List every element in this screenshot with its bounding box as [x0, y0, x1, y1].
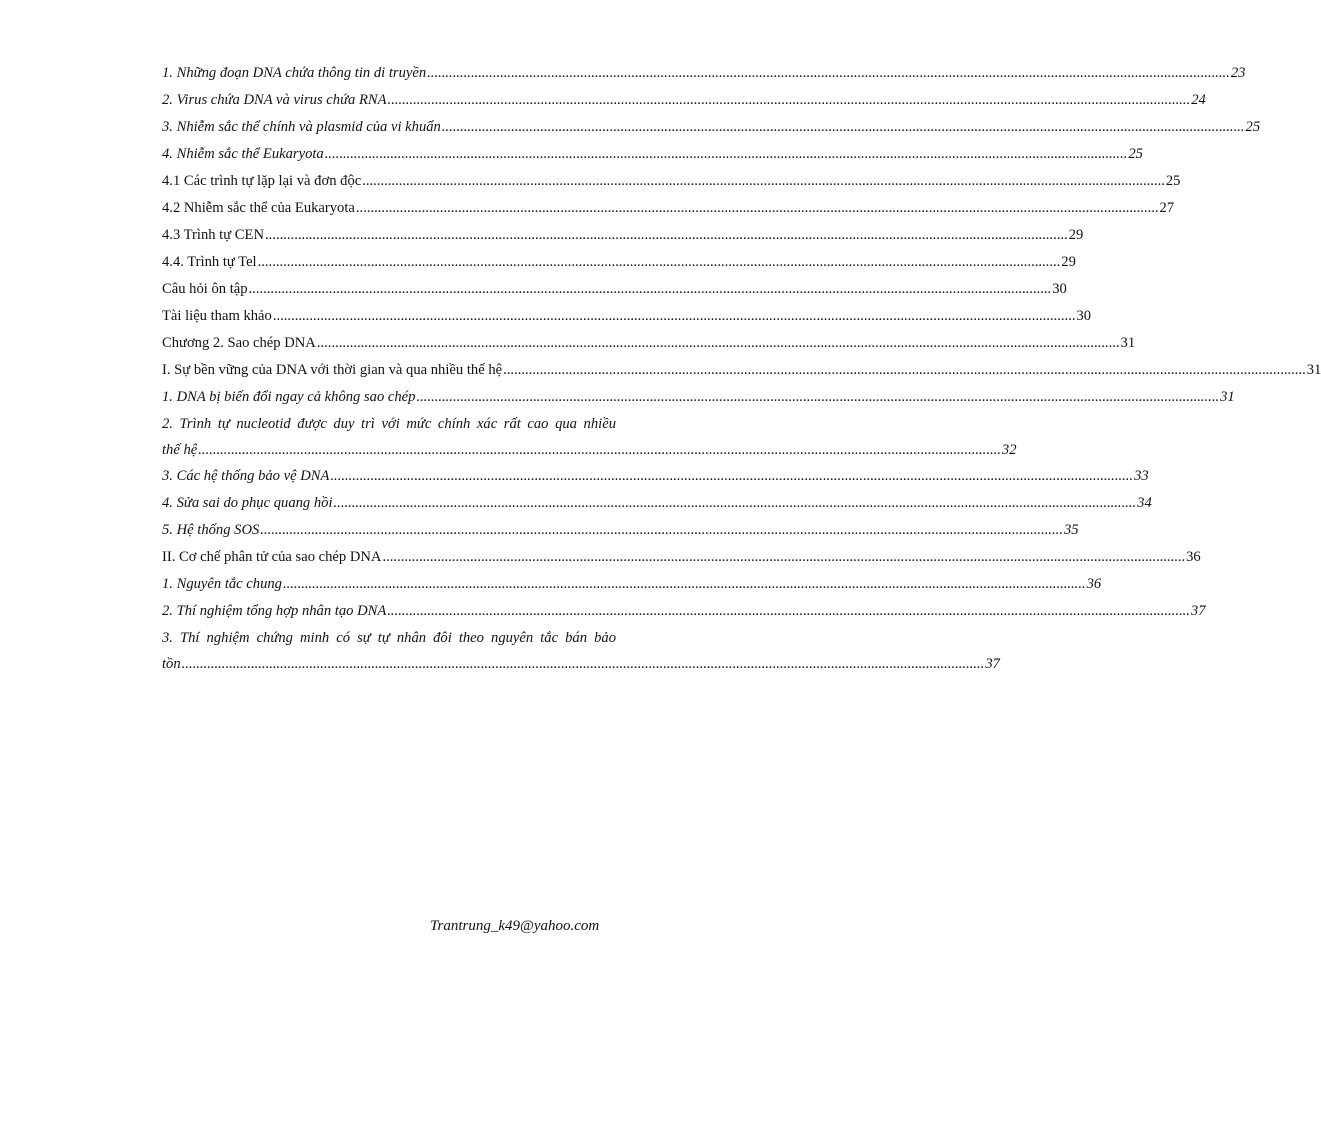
toc-leader-dots: ............................................................................................................................................................................................................................ [265, 227, 1068, 243]
toc-leader-dots: ............................................................................................................................................................................................................................ [503, 362, 1306, 378]
toc-entry-page: 25 [1165, 173, 1181, 189]
toc-entry-page: 23 [1230, 65, 1246, 81]
toc-entry-page: 32 [1001, 442, 1017, 458]
toc-leader-dots: ............................................................................................................................................................................................................................ [324, 146, 1128, 162]
toc-entry-title: 5. Hệ thống SOS [162, 522, 260, 538]
toc-entry-title: Câu hỏi ôn tập [162, 281, 248, 297]
toc-entry[interactable] [162, 357, 1321, 384]
toc-leader-dots: ............................................................................................................................................................................................................................ [387, 92, 1191, 108]
toc-entry-title: 2. Thí nghiệm tổng hợp nhân tạo DNA [162, 603, 387, 619]
toc-entry-title: 4. Nhiễm sắc thể Eukaryota [162, 146, 324, 162]
toc-leader-dots: ............................................................................................................................................................................................................................ [272, 308, 1076, 324]
toc-leader-dots: ............................................................................................................................................................................................................................ [387, 603, 1190, 619]
toc-entry-title: II. Cơ chế phân tử của sao chép DNA [162, 549, 382, 565]
toc-entry-page: 33 [1134, 468, 1149, 484]
toc-leader-dots: ............................................................................................................................................................................................................................ [257, 254, 1061, 270]
toc-leader-dots: ............................................................................................................................................................................................................................ [416, 389, 1220, 405]
toc-entry[interactable] [162, 384, 1235, 411]
toc-leader-dots: ............................................................................................................................................................................................................................ [260, 522, 1063, 538]
toc-entry-title: Tài liệu tham khảo [162, 308, 272, 324]
toc-leader-dots: ............................................................................................................................................................................................................................ [316, 335, 1120, 351]
toc-entry[interactable] [162, 222, 1084, 249]
toc-entry[interactable] [162, 598, 1206, 625]
toc-entry-title: 4.1 Các trình tự lặp lại và đơn độc [162, 173, 362, 189]
toc-entry-title: 3. Nhiễm sắc thể chính và plasmid của vi khuẩn [162, 119, 441, 135]
toc-entry-page: 37 [1190, 603, 1206, 619]
toc-entry-title: 4.3 Trình tự CEN [162, 227, 264, 243]
toc-entry[interactable] [162, 411, 1017, 463]
toc-entry-title: I. Sự bền vững của DNA với thời gian và qua nhiều thế hệ [162, 362, 503, 378]
toc-leader-dots: ............................................................................................................................................................................................................................ [382, 549, 1186, 565]
footer-email: Trantrung_k49@yahoo.com [430, 918, 600, 934]
toc-entry-page: 29 [1061, 254, 1076, 270]
toc-entry[interactable] [162, 276, 1067, 303]
toc-entry-page: 30 [1076, 308, 1092, 324]
toc-leader-dots: ............................................................................................................................................................................................................................ [248, 281, 1052, 297]
toc-entry-title: 4.4. Trình tự Tel [162, 254, 257, 270]
toc-entry[interactable] [162, 195, 1175, 222]
toc-entry[interactable] [162, 60, 1246, 87]
toc-entry[interactable] [162, 517, 1079, 544]
toc-leader-dots: ............................................................................................................................................................................................................................ [198, 442, 1001, 458]
toc-entry-title: 2. Virus chứa DNA và virus chứa RNA [162, 92, 387, 108]
toc-entry[interactable] [162, 87, 1206, 114]
toc-entry-page: 34 [1137, 495, 1152, 511]
toc-entry[interactable] [162, 625, 1000, 677]
toc-entry[interactable] [162, 141, 1143, 168]
toc-entry[interactable] [162, 249, 1076, 276]
toc-entry[interactable] [162, 303, 1092, 330]
toc-leader-dots: ............................................................................................................................................................................................................................ [282, 576, 1086, 592]
toc-leader-dots: ............................................................................................................................................................................................................................ [333, 495, 1137, 511]
toc-entry-page: 36 [1086, 576, 1102, 592]
toc-entry[interactable] [162, 168, 1181, 195]
table-of-contents [162, 60, 1321, 677]
toc-entry[interactable] [162, 544, 1201, 571]
toc-entry-page: 25 [1245, 119, 1261, 135]
toc-leader-dots: ............................................................................................................................................................................................................................ [362, 173, 1165, 189]
toc-entry-title: 4.2 Nhiễm sắc thể của Eukaryota [162, 200, 355, 216]
toc-leader-dots: ............................................................................................................................................................................................................................ [181, 656, 985, 672]
toc-entry-page: 31 [1306, 362, 1321, 378]
toc-entry-page: 27 [1159, 200, 1175, 216]
toc-entry-title: 3. Các hệ thống bảo vệ DNA [162, 468, 330, 484]
toc-entry-page: 25 [1128, 146, 1143, 162]
toc-entry-page: 29 [1068, 227, 1084, 243]
toc-leader-dots: ............................................................................................................................................................................................................................ [330, 468, 1134, 484]
toc-entry-title-cont: thế hệ [162, 442, 198, 458]
toc-entry-title: 1. Những đoạn DNA chứa thông tin di truyền [162, 65, 427, 81]
toc-entry-title-cont: tồn [162, 656, 181, 672]
toc-leader-dots: ............................................................................................................................................................................................................................ [355, 200, 1159, 216]
toc-entry-title: Chương 2. Sao chép DNA [162, 335, 316, 351]
toc-entry-page: 35 [1063, 522, 1079, 538]
toc-entry[interactable] [162, 571, 1102, 598]
toc-leader-dots: ............................................................................................................................................................................................................................ [427, 65, 1230, 81]
toc-entry[interactable] [162, 463, 1149, 490]
toc-entry-page: 36 [1186, 549, 1201, 565]
toc-entry[interactable] [162, 114, 1261, 141]
toc-entry[interactable] [162, 330, 1136, 357]
toc-entry-title: 4. Sửa sai do phục quang hồi [162, 495, 333, 511]
toc-entry-page: 24 [1191, 92, 1206, 108]
toc-entry-page: 30 [1052, 281, 1067, 297]
toc-entry[interactable] [162, 490, 1152, 517]
toc-entry-page: 31 [1220, 389, 1235, 405]
toc-entry-title: 1. Nguyên tắc chung [162, 576, 282, 592]
toc-entry-page: 31 [1120, 335, 1136, 351]
toc-entry-title: 2. Trình tự nucleotid được duy trì với mức chính xác rất cao qua nhiều [162, 416, 616, 432]
toc-entry-title: 3. Thí nghiệm chứng minh có sự tự nhân đôi theo nguyên tắc bán bảo [162, 630, 616, 646]
toc-entry-title: 1. DNA bị biến đổi ngay cả không sao chép [162, 389, 416, 405]
toc-entry-page: 37 [985, 656, 1000, 672]
toc-leader-dots: ............................................................................................................................................................................................................................ [441, 119, 1245, 135]
